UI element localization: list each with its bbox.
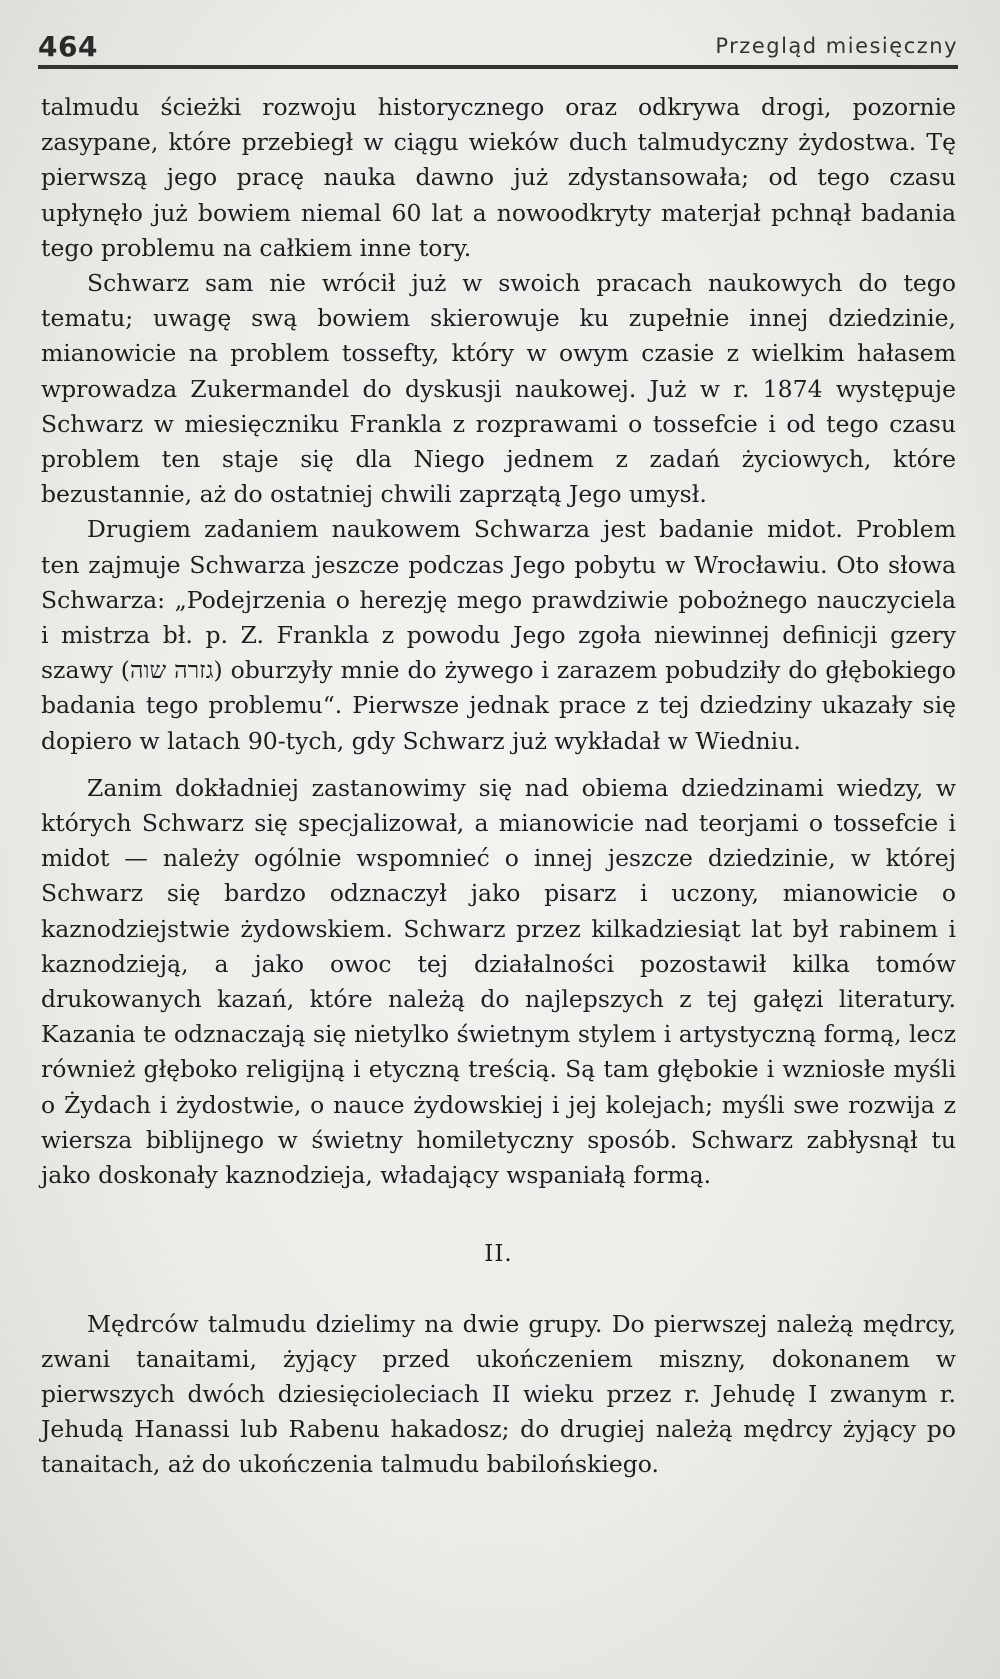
paragraph-3: Drugiem zadaniem naukowem Schwarza jest badanie midot. Problem ten zajmuje Schwarza jeszcze podczas Jego pobytu w Wrocławiu. Oto słowa Schwarza: „Podejrzenia o herezję mego prawdziwie pobożnego nauczyciela i mistrza bł. p. Z. Frankla z powodu Jego zgoła niewinnej definicji gzery szawy (גזרה שוה) oburzyły mnie do żywego i zarazem pobudziły do głębokiego badania tego problemu“. Pierwsze jednak prace z tej dziedziny ukazały się dopiero w latach 90-tych, gdy Schwarz już wykładał w Wiedniu.	[41, 515, 956, 755]
paragraph-2: Schwarz sam nie wrócił już w swoich pracach naukowych do tego tematu; uwagę swą bowiem skierowuje ku zupełnie innej dziedzinie, mianowicie na problem tossefty, który w owym czasie z wielkim hałasem wprowadza Zukermandel do dyskusji naukowej. Już w r. 1874 występuje Schwarz w miesięczniku Frankla z rozprawami o tossefcie i od tego czasu problem ten staje się dla Niego jednem z zadań życiowych, które bezustannie, aż do ostatniej chwili zaprzątą Jego umysł.	[41, 269, 956, 509]
body-text	[41, 90, 956, 1483]
page-header	[38, 30, 958, 66]
paragraph-4: Zanim dokładniej zastanowimy się nad obiema dziedzinami wiedzy, w których Schwarz się specjalizował, a mianowicie nad teorjami o tossefcie i midot — należy ogólnie wspomnieć o innej jeszcze dziedzinie, w której Schwarz się bardzo odznaczył jako pisarz i uczony, mianowicie o kaznodziejstwie żydowskiem. Schwarz przez kilkadziesiąt lat był rabinem i kaznodzieją, a jako owoc tej działalności pozostawił kilka tomów drukowanych kazań, które należą do najlepszych z tej gałęzi literatury. Kazania te odznaczają się nietylko świetnym stylem i artystyczną formą, lecz również głęboko religijną i etyczną treścią. Są tam głębokie i wzniosłe myśli o Żydach i żydostwie, o nauce żydowskiej i jej kolejach; myśli swe rozwija z wiersza biblijnego w świetny homiletyczny sposób. Schwarz zabłysnął tu jako doskonały kaznodzieja, władający wspaniałą formą.	[41, 773, 956, 1190]
page-number: 464	[38, 30, 98, 63]
section-heading: II.	[484, 1241, 513, 1268]
section-paragraph: Mędrców talmudu dzielimy na dwie grupy. Do pierwszej należą mędrcy, zwani tanaitami, żyjący przed ukończeniem miszny, dokonanem w pierwszych dwóch dziesięcioleciach II wieku przez r. Jehudę I zwanym r. Jehudą Hanassi lub Rabenu hakadosz; do drugiej należą mędrcy żyjący po tanaitach, aż do ukończenia talmudu babilońskiego.	[41, 1309, 956, 1479]
header-rule	[38, 65, 958, 69]
paragraph-1: talmudu ścieżki rozwoju historycznego oraz odkrywa drogi, pozornie zasypane, które przebiegł w ciągu wieków duch talmudyczny żydostwa. Tę pierwszą jego pracę nauka dawno już zdystansowała; od tego czasu upłynęło już bowiem niemal 60 lat a nowoodkryty materjał pchnął badania tego problemu na całkiem inne tory.	[41, 93, 956, 262]
running-head: Przegląd miesięczny	[715, 34, 958, 58]
